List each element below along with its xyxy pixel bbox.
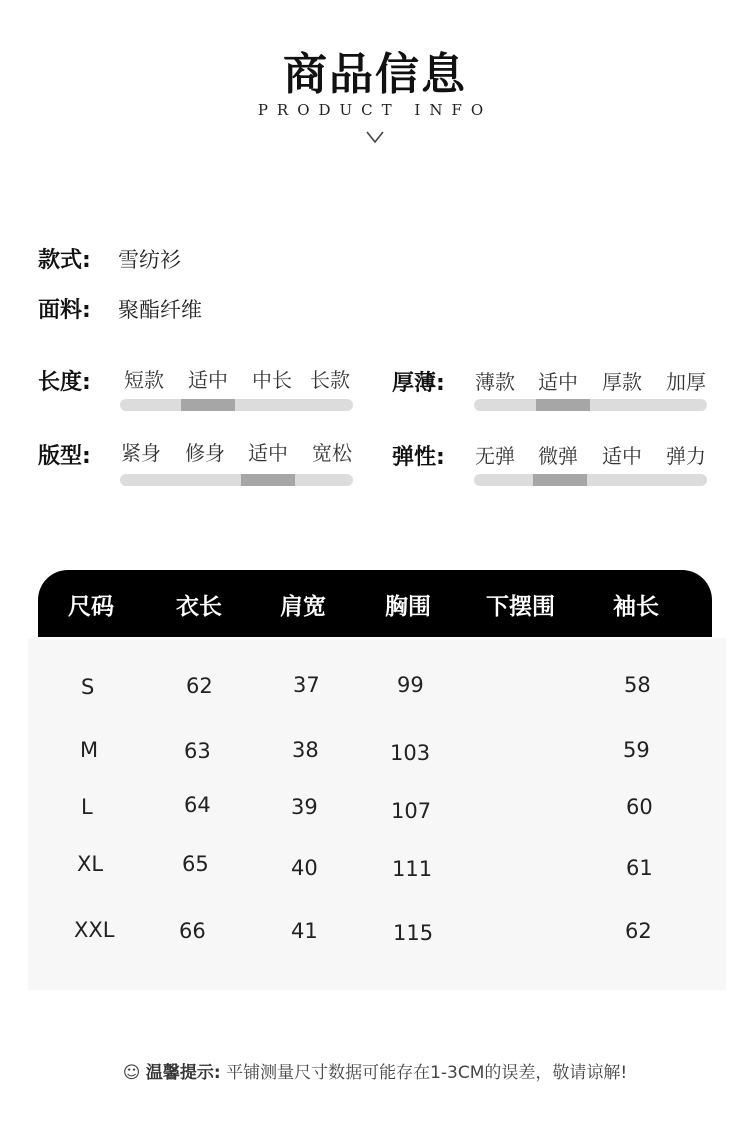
- note-text: 平铺测量尺寸数据可能存在1-3CM的误差，敬请谅解!: [226, 1063, 628, 1083]
- attribute-option: 薄款: [475, 370, 515, 394]
- table-cell: 99: [397, 673, 424, 697]
- attribute-option: 紧身: [121, 441, 161, 465]
- style-value: 雪纺衫: [118, 248, 181, 272]
- table-cell: 65: [182, 852, 209, 876]
- level-bar-fill: [533, 474, 587, 486]
- table-cell: 38: [292, 738, 319, 762]
- table-cell: 41: [291, 919, 318, 943]
- table-cell: 103: [390, 741, 431, 765]
- table-cell: 62: [625, 919, 652, 943]
- attribute-option: 无弹: [475, 444, 515, 468]
- measurement-note: [0, 1058, 750, 1083]
- attribute-option: 修身: [185, 441, 225, 465]
- level-bar-fill: [181, 399, 235, 411]
- page-subtitle: PRODUCT INFO: [257, 101, 493, 119]
- chevron-down-icon: [366, 130, 384, 144]
- attribute-option: 弹力: [666, 444, 706, 468]
- column-header-hem: 下摆围: [486, 594, 555, 620]
- size-table-body: [28, 638, 726, 990]
- table-cell: 37: [293, 673, 320, 697]
- attribute-label: 弹性:: [392, 445, 445, 470]
- size-table-header: [38, 570, 712, 637]
- attribute-option: 适中: [538, 370, 578, 394]
- fabric-value: 聚酯纤维: [118, 298, 202, 322]
- table-cell: 111: [392, 857, 433, 881]
- level-bar: [120, 399, 353, 411]
- attribute-option: 适中: [602, 444, 642, 468]
- level-bar-fill: [536, 399, 590, 411]
- smile-icon: ☺: [122, 1063, 141, 1083]
- level-bar: [474, 474, 707, 486]
- table-cell: 61: [626, 856, 653, 880]
- attribute-option: 中长: [252, 368, 292, 392]
- attribute-option: 微弹: [538, 444, 578, 468]
- column-header-chest: 胸围: [385, 594, 431, 620]
- attribute-label: 厚薄:: [392, 371, 445, 396]
- table-cell: 107: [391, 799, 432, 823]
- table-cell: 59: [623, 738, 650, 762]
- table-cell: 60: [626, 795, 653, 819]
- table-cell: XL: [77, 852, 104, 876]
- table-cell: 40: [291, 856, 318, 880]
- attribute-option: 长款: [310, 368, 350, 392]
- column-header-length: 衣长: [176, 594, 222, 620]
- column-header-size: 尺码: [68, 594, 114, 620]
- style-label: 款式:: [38, 248, 91, 273]
- level-bar: [120, 474, 353, 486]
- table-cell: XXL: [74, 918, 115, 942]
- page-title: 商品信息: [283, 49, 467, 100]
- level-bar-fill: [241, 474, 295, 486]
- level-bar: [474, 399, 707, 411]
- table-cell: L: [81, 795, 93, 819]
- column-header-sleeve: 袖长: [613, 594, 659, 620]
- note-prefix: 温馨提示:: [145, 1063, 221, 1083]
- attribute-label: 长度:: [38, 370, 91, 395]
- table-cell: 66: [179, 919, 206, 943]
- attribute-option: 适中: [188, 368, 228, 392]
- table-cell: 63: [184, 739, 211, 763]
- column-header-shoulder: 肩宽: [280, 594, 326, 620]
- attribute-label: 版型:: [38, 444, 91, 469]
- fabric-label: 面料:: [38, 298, 91, 323]
- attribute-option: 短款: [124, 368, 164, 392]
- attribute-option: 宽松: [312, 441, 352, 465]
- table-cell: 115: [393, 921, 434, 945]
- attribute-option: 加厚: [666, 370, 706, 394]
- table-cell: 39: [291, 795, 318, 819]
- attribute-option: 厚款: [602, 370, 642, 394]
- table-cell: 62: [186, 674, 213, 698]
- table-cell: S: [81, 675, 95, 699]
- attribute-option: 适中: [248, 441, 288, 465]
- table-cell: 64: [184, 793, 211, 817]
- table-cell: M: [80, 738, 99, 762]
- table-cell: 58: [624, 673, 651, 697]
